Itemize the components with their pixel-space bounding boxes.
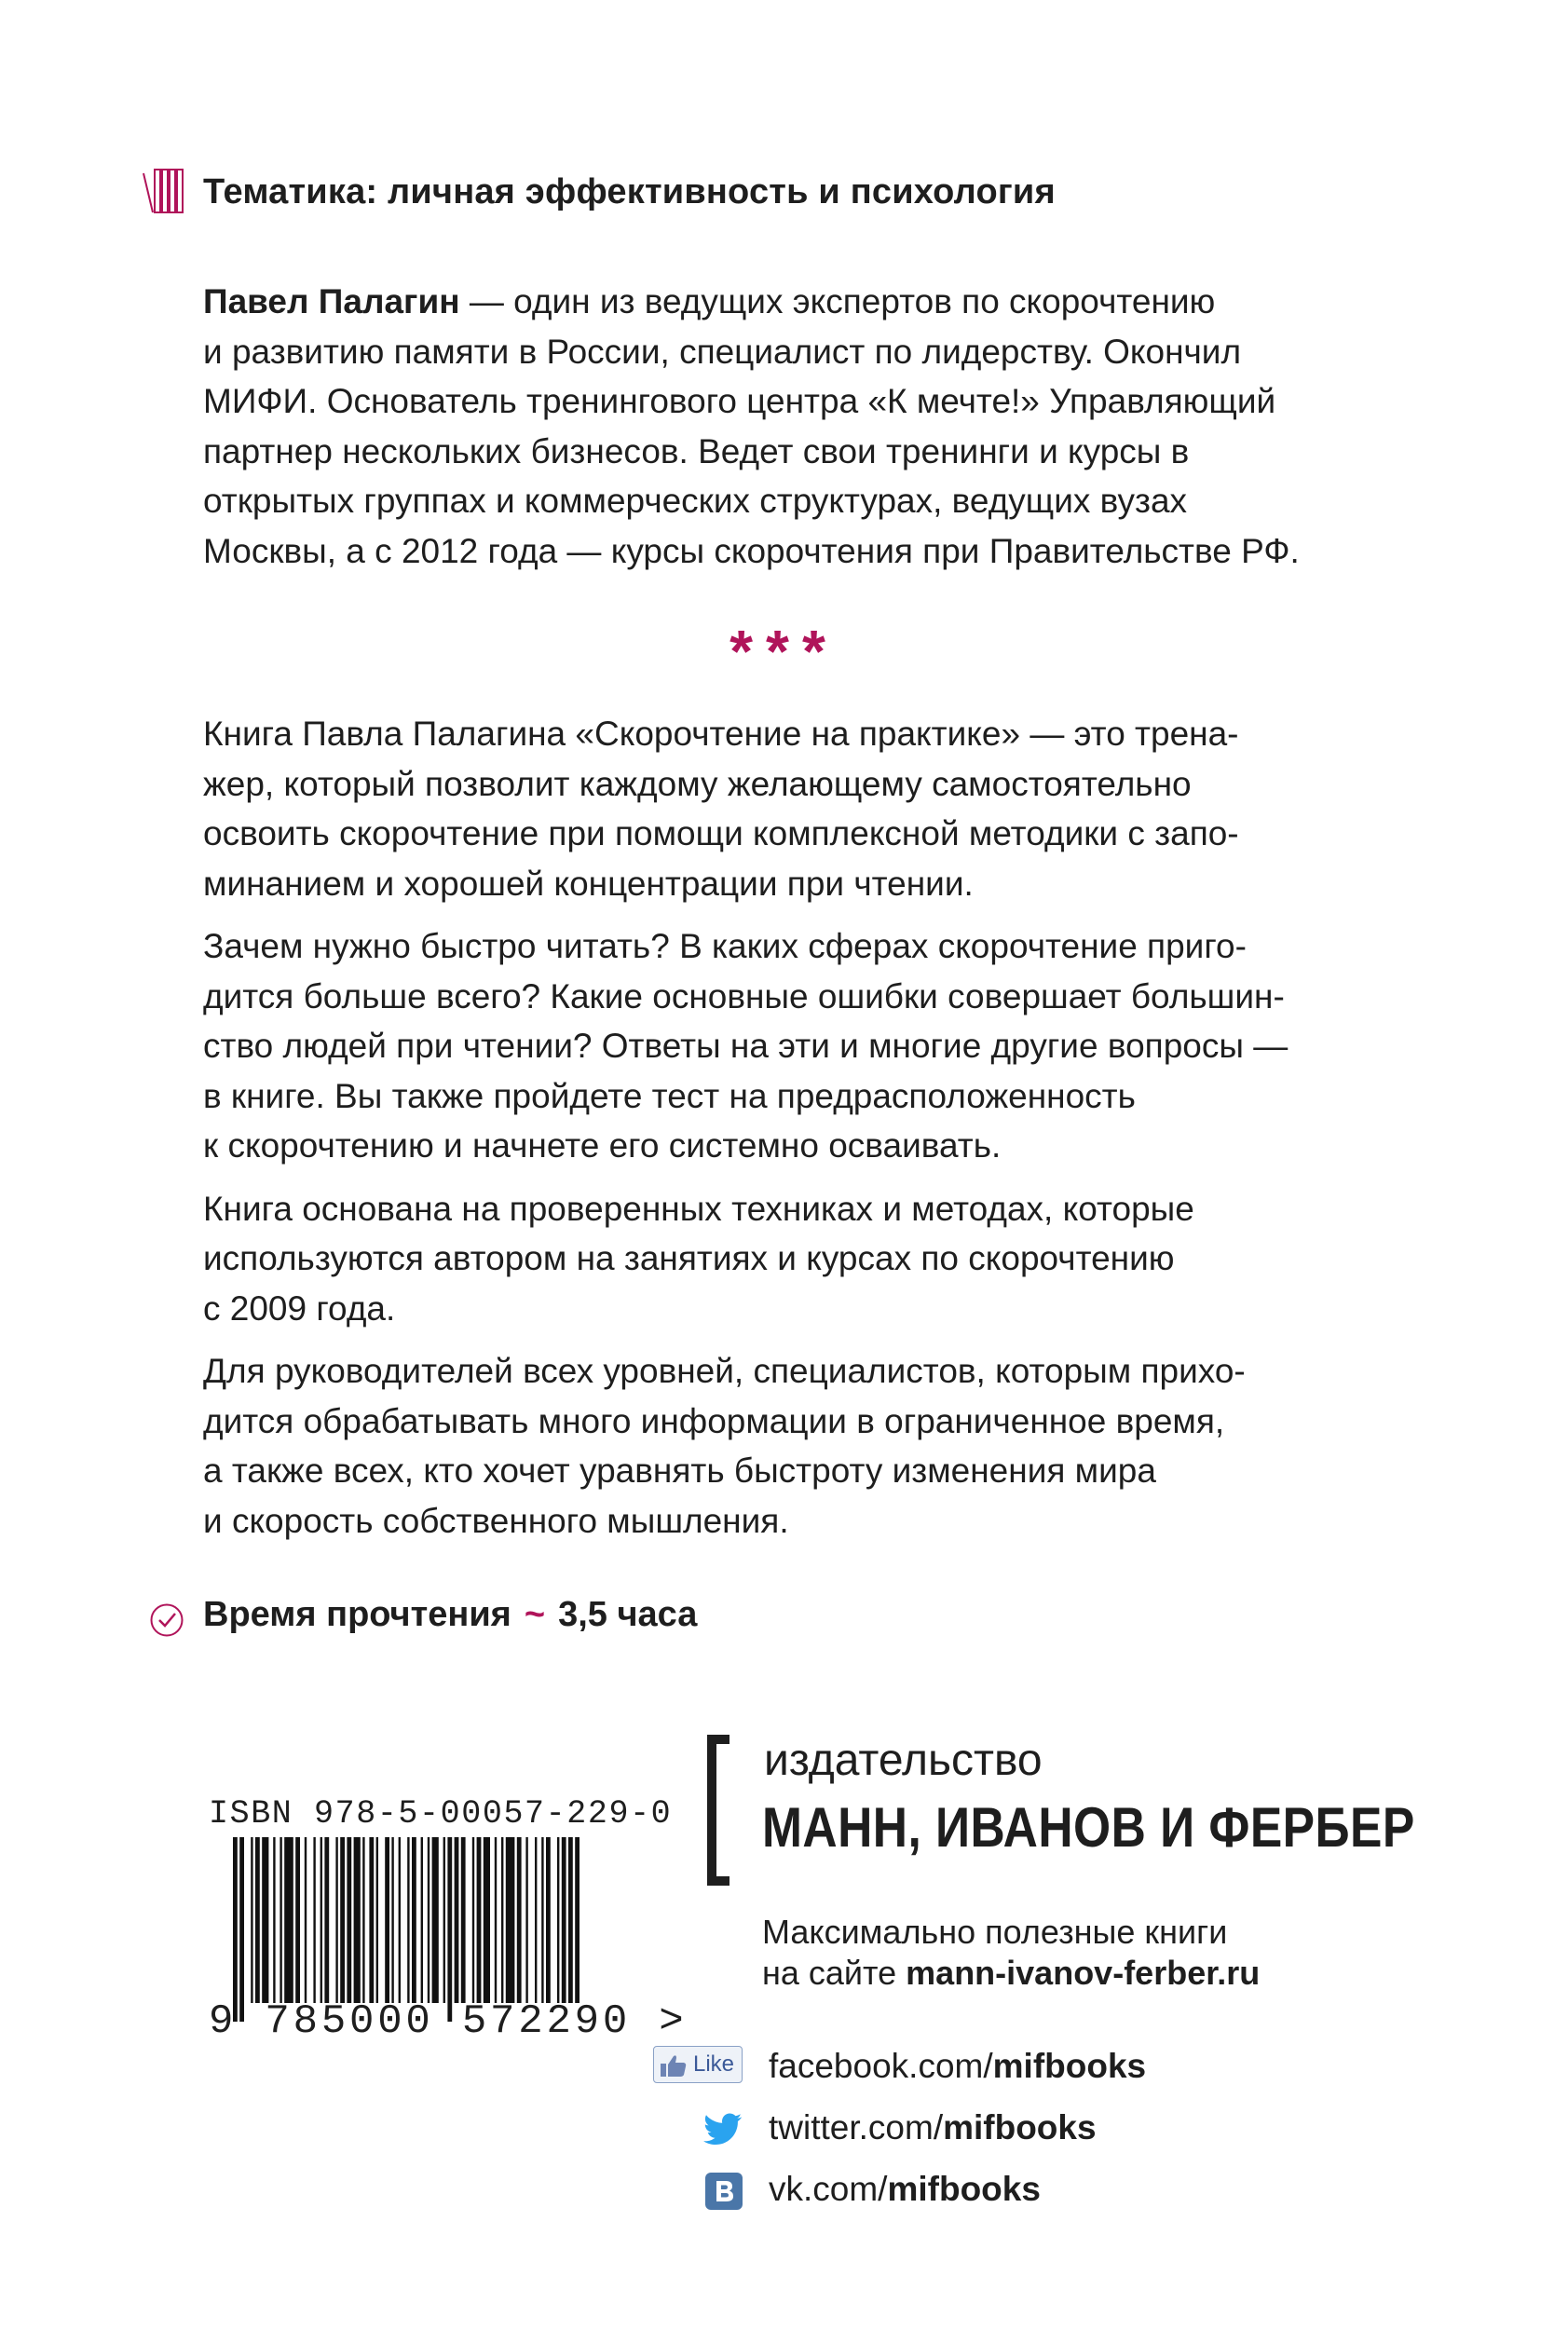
barcode-bar: [305, 1837, 307, 2003]
author-bio: [203, 277, 1396, 576]
barcode-bar: [284, 1837, 293, 2003]
barcode-bar: [320, 1837, 322, 2003]
barcode-bar: [546, 1837, 551, 2003]
site-link[interactable]: mann-ivanov-ferber.ru: [906, 1954, 1261, 1992]
barcode: [233, 1837, 579, 2022]
barcode-bar: [369, 1837, 374, 2003]
facebook-link[interactable]: facebook.com/mifbooks: [769, 2047, 1147, 2085]
barcode-bar: [354, 1837, 361, 2003]
barcode-bar: [477, 1837, 482, 2003]
barcode-bar: [525, 1837, 527, 2003]
barcode-bar: [295, 1837, 300, 2003]
facebook-like-icon: [660, 2053, 688, 2078]
books-icon: [142, 166, 184, 214]
barcode-bar: [273, 1837, 275, 2003]
barcode-bar: [455, 1837, 459, 2003]
isbn-label: ISBN 978-5-00057-229-0: [209, 1795, 673, 1833]
barcode-bar: [443, 1837, 445, 2003]
barcode-bar: [239, 1837, 244, 2022]
barcode-bar: [412, 1837, 416, 2003]
isbn-digits: 9 785000 572290 >: [209, 1998, 688, 2045]
book-description: [203, 709, 1414, 1559]
barcode-bar: [251, 1837, 252, 2003]
barcode-bar: [447, 1837, 452, 2022]
description-paragraph: Для руководителей всех уровней, специалистов, которым прихо- дится обрабатывать много информации в ограниченное время, а также всех, кто хочет уравнять быстроту изменения мира и скорость собственного мышления.: [203, 1352, 1246, 1540]
clock-check-icon: [149, 1602, 184, 1638]
author-name: Павел Палагин: [203, 282, 460, 320]
publisher-name: МАНН, ИВАНОВ И ФЕРБЕР: [762, 1796, 1415, 1859]
barcode-bar: [472, 1837, 474, 2003]
publisher-label: издательство: [764, 1736, 1043, 1785]
author-bio-line: Павел Палагин — один из ведущих экспертов по скорочтению: [203, 282, 1216, 320]
publisher-site: Максимально полезные книги на сайте mann-ivanov-ferber.ru: [762, 1913, 1261, 1992]
reading-time: Время прочтения ~ 3,5 часа: [203, 1595, 698, 1634]
barcode-bar: [421, 1837, 423, 2003]
barcode-bar: [340, 1837, 345, 2003]
barcode-bar: [335, 1837, 337, 2003]
barcode-bar: [428, 1837, 429, 2003]
barcode-bar: [495, 1837, 497, 2003]
author-bio-line: Москвы, а с 2012 года — курсы скорочтения при Правительстве РФ.: [203, 531, 1300, 570]
barcode-bar: [262, 1837, 268, 2003]
barcode-bar: [399, 1837, 401, 2003]
vk-link[interactable]: vk.com/mifbooks: [769, 2170, 1041, 2208]
author-bio-line: МИФИ. Основатель тренингового центра «К мечте!» Управляющий: [203, 382, 1276, 420]
barcode-bar: [517, 1837, 522, 2003]
barcode-bar: [407, 1837, 409, 2003]
description-paragraph: Книга основана на проверенных техниках и методах, которые используются автором на занятиях и курсах по скорочтению с 2009 года.: [203, 1189, 1194, 1328]
bracket-icon: [704, 1735, 732, 1886]
barcode-bar: [557, 1837, 559, 2003]
barcode-bar: [376, 1837, 378, 2003]
barcode-bar: [541, 1837, 543, 2003]
author-bio-line: и развитию памяти в России, специалист по лидерству. Окончил: [203, 332, 1242, 371]
author-bio-line: открытых группах и коммерческих структурах, ведущих вузах: [203, 482, 1188, 520]
facebook-like-button[interactable]: Like: [653, 2046, 743, 2083]
barcode-bar: [506, 1837, 515, 2003]
barcode-bar: [255, 1837, 260, 2003]
barcode-bar: [461, 1837, 466, 2003]
barcode-bar: [575, 1837, 579, 2003]
section-separator: ***: [729, 618, 839, 685]
author-bio-line: партнер нескольких бизнесов. Ведет свои тренинги и курсы в: [203, 431, 1190, 470]
twitter-bird-icon: [703, 2113, 743, 2146]
barcode-bar: [535, 1837, 537, 2003]
barcode-bar: [233, 1837, 238, 2022]
barcode-bar: [432, 1837, 439, 2003]
vk-logo-icon: [705, 2173, 743, 2210]
twitter-link[interactable]: twitter.com/mifbooks: [769, 2108, 1097, 2146]
barcode-bar: [568, 1837, 573, 2003]
barcode-bar: [347, 1837, 351, 2003]
barcode-bar: [324, 1837, 329, 2003]
topic-heading: Тематика: личная эффективность и психология: [203, 172, 1056, 211]
tilde: ~: [524, 1595, 546, 1634]
barcode-bar: [362, 1837, 364, 2003]
barcode-bar: [313, 1837, 315, 2003]
barcode-bar: [280, 1837, 281, 2003]
barcode-bar: [484, 1837, 490, 2003]
barcode-bar: [391, 1837, 393, 2003]
barcode-bar: [385, 1837, 389, 2003]
description-paragraph: Зачем нужно быстро читать? В каких сферах скорочтение приго- дится больше всего? Какие основные ошибки совершает большин- ство людей при чтении? Ответы на эти и многие другие вопросы — в книге. Вы также пройдете тест на предрасположенность к скорочтению и начнете его системно осваивать.: [203, 927, 1288, 1165]
barcode-bar: [501, 1837, 503, 2003]
description-paragraph: Книга Павла Палагина «Скорочтение на практике» — это трена- жер, который позволит каждому желающему самостоятельно освоить скорочтение при помощи комплексной методики с запо- минанием и хорошей концентрации при чтении.: [203, 715, 1239, 903]
barcode-bar: [562, 1837, 566, 2003]
